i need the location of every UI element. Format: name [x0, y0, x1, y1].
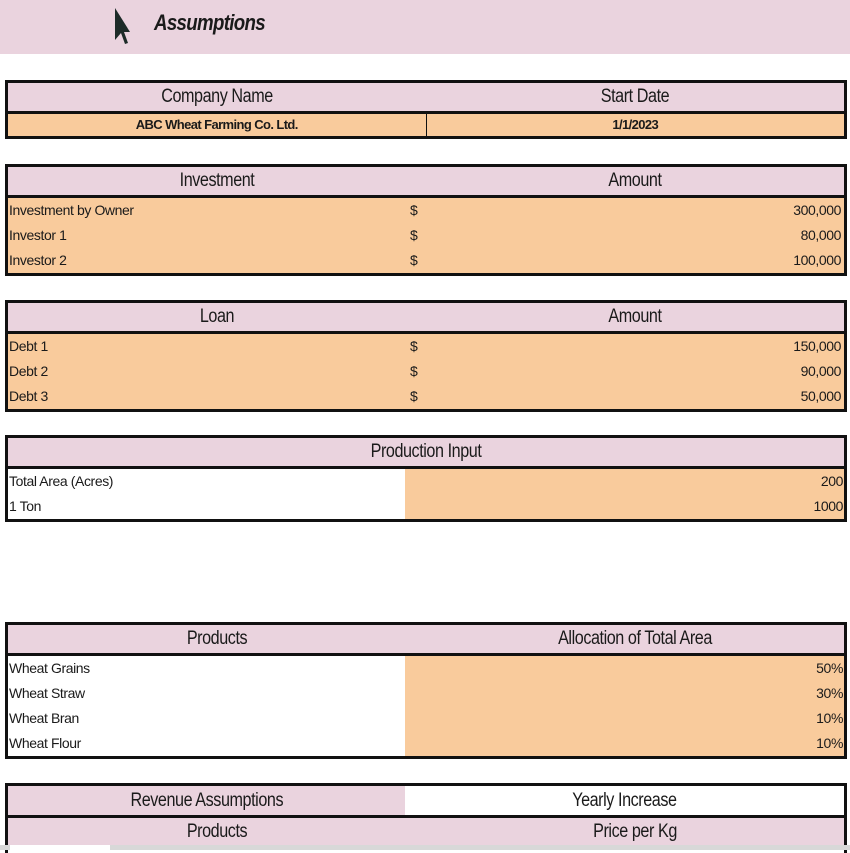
scrollbar-thumb[interactable] [10, 845, 110, 850]
products-allocation-table [5, 622, 847, 759]
revenue-products-header: Products [186, 821, 248, 842]
table-row [8, 334, 844, 359]
loan-amount[interactable]: 90,000 [800, 363, 841, 379]
currency-symbol: $ [410, 202, 418, 218]
investment-label[interactable]: Investment by Owner [9, 202, 134, 218]
investment-amount[interactable]: 300,000 [793, 202, 841, 218]
page-title: Assumptions [154, 10, 265, 35]
table-row [8, 198, 844, 223]
product-label: Wheat Grains [8, 656, 405, 681]
loan-label[interactable]: Debt 1 [9, 338, 48, 354]
investment-header-row [8, 167, 844, 198]
production-label: Total Area (Acres) [8, 469, 405, 494]
currency-symbol: $ [410, 227, 418, 243]
investment-amount[interactable]: 80,000 [800, 227, 841, 243]
currency-symbol: $ [410, 388, 418, 404]
table-row [8, 248, 844, 273]
loan-header: Loan [199, 306, 235, 327]
products-header-row [8, 625, 844, 656]
table-row [8, 494, 844, 519]
price-per-kg-header: Price per Kg [593, 821, 677, 842]
start-date-cell[interactable]: 1/1/2023 [612, 117, 659, 132]
investment-table [5, 164, 847, 276]
product-label: Wheat Straw [8, 681, 405, 706]
production-value[interactable]: 1000 [405, 494, 844, 519]
production-input-table [5, 435, 847, 522]
loan-label[interactable]: Debt 3 [9, 388, 48, 404]
table-row [8, 656, 844, 681]
currency-symbol: $ [410, 338, 418, 354]
investment-header: Investment [179, 170, 255, 191]
table-row [8, 359, 844, 384]
yearly-increase-header: Yearly Increase [572, 790, 677, 811]
loan-table [5, 300, 847, 412]
loan-amount[interactable]: 50,000 [800, 388, 841, 404]
revenue-assumptions-header: Revenue Assumptions [130, 790, 283, 811]
allocation-value[interactable]: 30% [405, 681, 844, 706]
loan-amount-header: Amount [608, 306, 662, 327]
product-label: Wheat Bran [8, 706, 405, 731]
investment-amount-header: Amount [608, 170, 662, 191]
company-name-header: Company Name [161, 86, 273, 107]
products-header: Products [186, 628, 248, 649]
investment-label[interactable]: Investor 1 [9, 227, 67, 243]
title-bar [0, 0, 850, 54]
table-row [8, 384, 844, 409]
company-name-cell[interactable]: ABC Wheat Farming Co. Ltd. [8, 114, 427, 136]
currency-symbol: $ [410, 252, 418, 268]
loan-amount[interactable]: 150,000 [793, 338, 841, 354]
allocation-value[interactable]: 10% [405, 731, 844, 756]
table-row [8, 731, 844, 756]
table-row [8, 223, 844, 248]
loan-label[interactable]: Debt 2 [9, 363, 48, 379]
loan-header-row [8, 303, 844, 334]
start-date-header: Start Date [600, 86, 670, 107]
production-label: 1 Ton [8, 494, 405, 519]
table-row [8, 706, 844, 731]
production-header-row [8, 438, 844, 469]
allocation-value[interactable]: 50% [405, 656, 844, 681]
revenue-header-row [8, 786, 844, 818]
table-row [8, 681, 844, 706]
currency-symbol: $ [410, 363, 418, 379]
product-label: Wheat Flour [8, 731, 405, 756]
mouse-pointer-icon [113, 6, 131, 46]
horizontal-scrollbar[interactable] [0, 845, 850, 850]
company-table [5, 80, 847, 139]
table-row [8, 469, 844, 494]
company-values-row [8, 114, 844, 136]
allocation-value[interactable]: 10% [405, 706, 844, 731]
production-input-header: Production Input [370, 441, 482, 462]
allocation-header: Allocation of Total Area [558, 628, 712, 649]
investment-amount[interactable]: 100,000 [793, 252, 841, 268]
investment-label[interactable]: Investor 2 [9, 252, 67, 268]
production-value[interactable]: 200 [405, 469, 844, 494]
company-header-row [8, 83, 844, 114]
revenue-subheader-row [8, 818, 844, 846]
revenue-assumptions-table [5, 783, 847, 853]
